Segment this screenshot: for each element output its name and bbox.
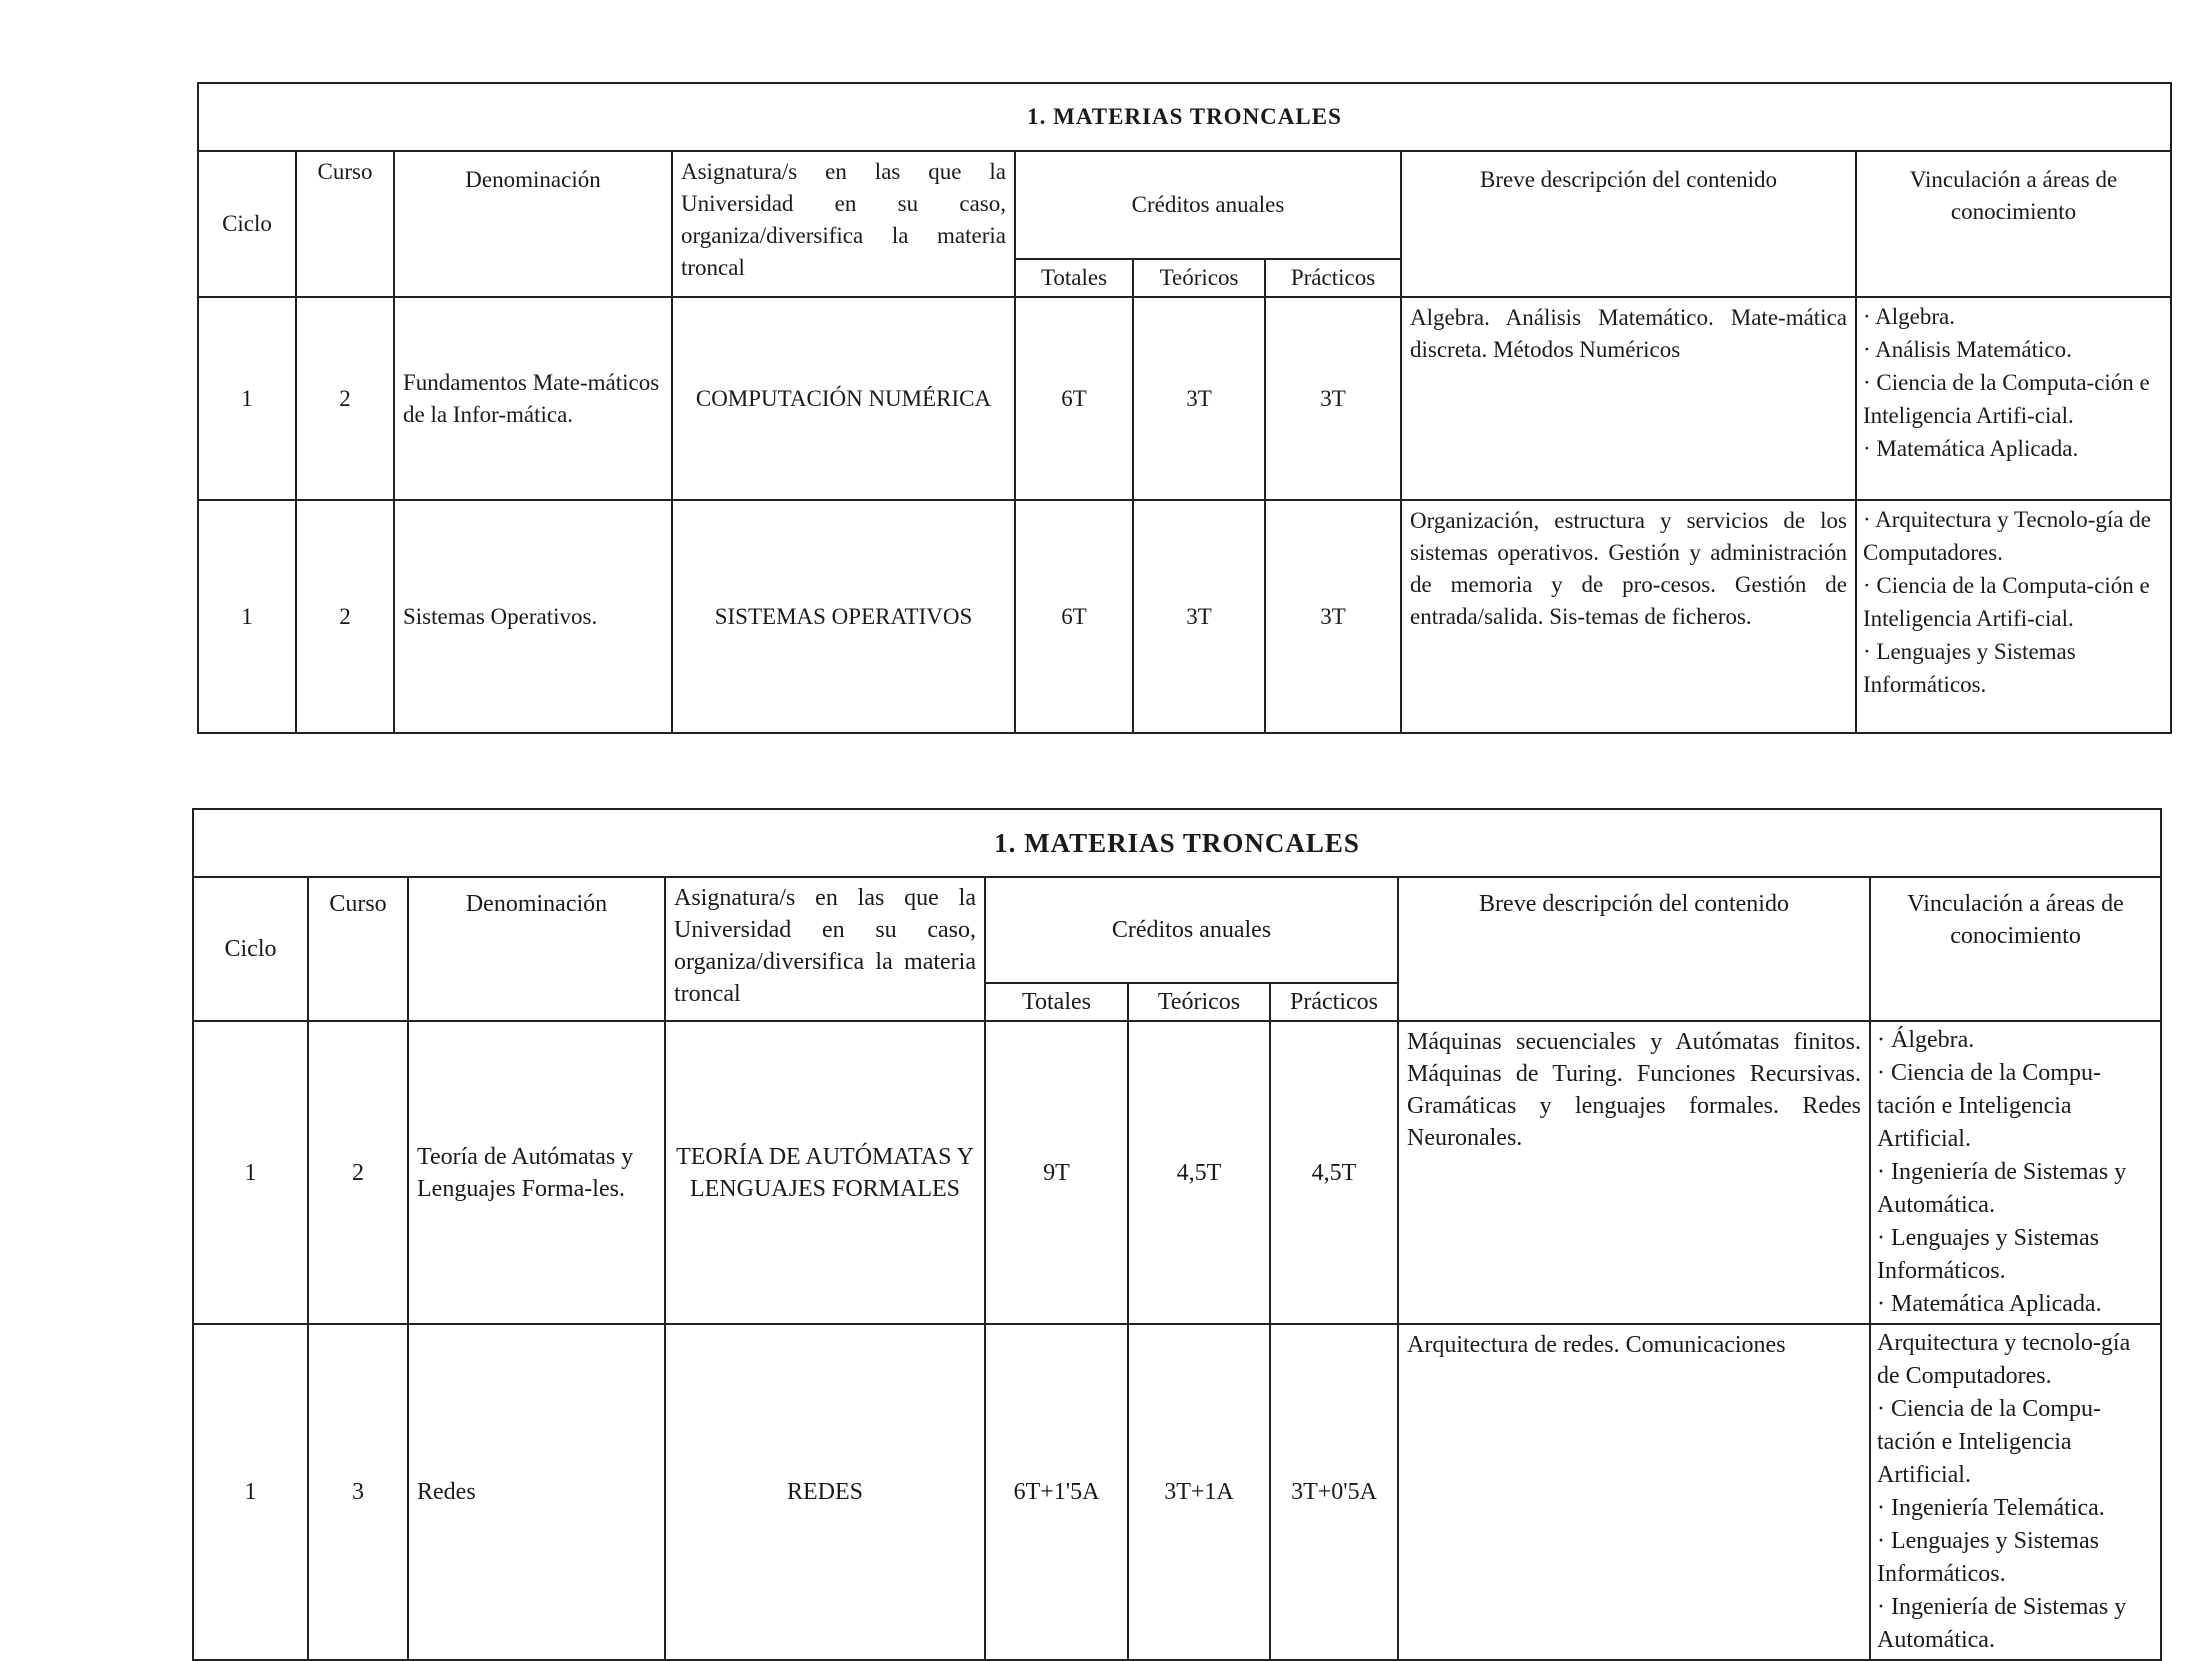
- header-descripcion: Breve descripción del contenido: [1398, 877, 1870, 1021]
- cell-ciclo: 1: [198, 297, 296, 500]
- header-descripcion: Breve descripción del contenido: [1401, 151, 1856, 297]
- cell-teoricos: 3T: [1133, 500, 1265, 733]
- cell-teoricos: 3T: [1133, 297, 1265, 500]
- cell-descripcion: Algebra. Análisis Matemático. Mate-mática discreta. Métodos Numéricos: [1401, 297, 1856, 500]
- cell-practicos: 3T: [1265, 500, 1401, 733]
- cell-ciclo: 1: [193, 1324, 308, 1660]
- cell-practicos: 3T: [1265, 297, 1401, 500]
- table-row: [193, 1324, 2161, 1660]
- header-practicos: Prácticos: [1270, 983, 1398, 1021]
- header-vinculacion: Vinculación a áreas de conocimiento: [1870, 877, 2161, 1021]
- area-item: · Ciencia de la Compu-tación e Inteligencia Artificial.: [1877, 1060, 2101, 1152]
- cell-totales: 6T: [1015, 500, 1133, 733]
- area-item: · Ingeniería de Sistemas y Automática.: [1877, 1159, 2127, 1218]
- area-item: Arquitectura y tecnolo-gía de Computadores.: [1877, 1330, 2131, 1389]
- cell-descripcion: Máquinas secuenciales y Autómatas finitos. Máquinas de Turing. Funciones Recursivas. Gramáticas y lenguajes formales. Redes Neuronales.: [1398, 1021, 1870, 1324]
- cell-teoricos: 4,5T: [1128, 1021, 1270, 1324]
- header-denominacion: Denominación: [394, 151, 672, 297]
- area-item: · Lenguajes y Sistemas Informáticos.: [1863, 639, 2076, 697]
- troncales-table-2: [192, 808, 2160, 1661]
- cell-totales: 6T: [1015, 297, 1133, 500]
- header-teoricos: Teóricos: [1133, 259, 1265, 297]
- header-curso: Curso: [296, 151, 394, 297]
- area-item: · Ciencia de la Computa-ción e Inteligencia Artifi-cial.: [1863, 573, 2150, 631]
- cell-practicos: 3T+0'5A: [1270, 1324, 1398, 1660]
- header-totales: Totales: [985, 983, 1128, 1021]
- table-1: [197, 82, 2172, 734]
- cell-ciclo: 1: [193, 1021, 308, 1324]
- cell-teoricos: 3T+1A: [1128, 1324, 1270, 1660]
- cell-denominacion: Teoría de Autómatas y Lenguajes Forma-les.: [408, 1021, 665, 1324]
- area-item: · Algebra.: [1863, 304, 1955, 329]
- header-asignatura: Asignatura/s en las que la Universidad en su caso, organiza/diversifica la materia troncal: [672, 151, 1015, 297]
- table-row: [198, 297, 2171, 500]
- area-item: · Ciencia de la Compu-tación e Inteligencia Artificial.: [1877, 1396, 2101, 1488]
- cell-asignatura: REDES: [665, 1324, 985, 1660]
- cell-areas: [1856, 297, 2171, 500]
- area-item: · Álgebra.: [1877, 1027, 1975, 1053]
- cell-totales: 6T+1'5A: [985, 1324, 1128, 1660]
- header-practicos: Prácticos: [1265, 259, 1401, 297]
- cell-curso: 3: [308, 1324, 408, 1660]
- troncales-table-1: [197, 82, 2170, 734]
- cell-asignatura: SISTEMAS OPERATIVOS: [672, 500, 1015, 733]
- header-vinculacion: Vinculación a áreas de conocimiento: [1856, 151, 2171, 297]
- cell-denominacion: Sistemas Operativos.: [394, 500, 672, 733]
- cell-ciclo: 1: [198, 500, 296, 733]
- header-denominacion: Denominación: [408, 877, 665, 1021]
- cell-practicos: 4,5T: [1270, 1021, 1398, 1324]
- header-totales: Totales: [1015, 259, 1133, 297]
- cell-denominacion: Fundamentos Mate-máticos de la Infor-mática.: [394, 297, 672, 500]
- cell-curso: 2: [308, 1021, 408, 1324]
- header-creditos: Créditos anuales: [1015, 151, 1401, 259]
- cell-descripcion: Organización, estructura y servicios de los sistemas operativos. Gestión y administración de memoria y de pro-cesos. Gestión de entrada/salida. Sis-temas de ficheros.: [1401, 500, 1856, 733]
- table-2: [192, 808, 2162, 1661]
- header-teoricos: Teóricos: [1128, 983, 1270, 1021]
- area-item: · Matemática Aplicada.: [1863, 436, 2079, 461]
- header-asignatura: Asignatura/s en las que la Universidad en su caso, organiza/diversifica la materia troncal: [665, 877, 985, 1021]
- header-ciclo: Ciclo: [198, 151, 296, 297]
- area-item: · Arquitectura y Tecnolo-gía de Computadores.: [1863, 507, 2151, 565]
- area-item: · Lenguajes y Sistemas Informáticos.: [1877, 1528, 2099, 1587]
- table-row: [193, 1021, 2161, 1324]
- cell-curso: 2: [296, 500, 394, 733]
- area-item: · Ciencia de la Computa-ción e Inteligencia Artifi-cial.: [1863, 370, 2150, 428]
- cell-areas: [1870, 1021, 2161, 1324]
- header-creditos: Créditos anuales: [985, 877, 1398, 983]
- header-curso: Curso: [308, 877, 408, 1021]
- cell-areas: [1856, 500, 2171, 733]
- table-row: [198, 500, 2171, 733]
- cell-denominacion: Redes: [408, 1324, 665, 1660]
- area-item: · Análisis Matemático.: [1863, 337, 2072, 362]
- table-title: 1. MATERIAS TRONCALES: [198, 83, 2171, 151]
- area-item: · Matemática Aplicada.: [1877, 1291, 2102, 1317]
- cell-asignatura: COMPUTACIÓN NUMÉRICA: [672, 297, 1015, 500]
- area-item: · Ingeniería Telemática.: [1877, 1495, 2105, 1521]
- cell-areas: [1870, 1324, 2161, 1660]
- table-title: 1. MATERIAS TRONCALES: [193, 809, 2161, 877]
- cell-curso: 2: [296, 297, 394, 500]
- area-item: · Lenguajes y Sistemas Informáticos.: [1877, 1225, 2099, 1284]
- cell-totales: 9T: [985, 1021, 1128, 1324]
- area-item: · Ingeniería de Sistemas y Automática.: [1877, 1594, 2127, 1653]
- cell-descripcion: Arquitectura de redes. Comunicaciones: [1398, 1324, 1870, 1660]
- header-ciclo: Ciclo: [193, 877, 308, 1021]
- cell-asignatura: TEORÍA DE AUTÓMATAS Y LENGUAJES FORMALES: [665, 1021, 985, 1324]
